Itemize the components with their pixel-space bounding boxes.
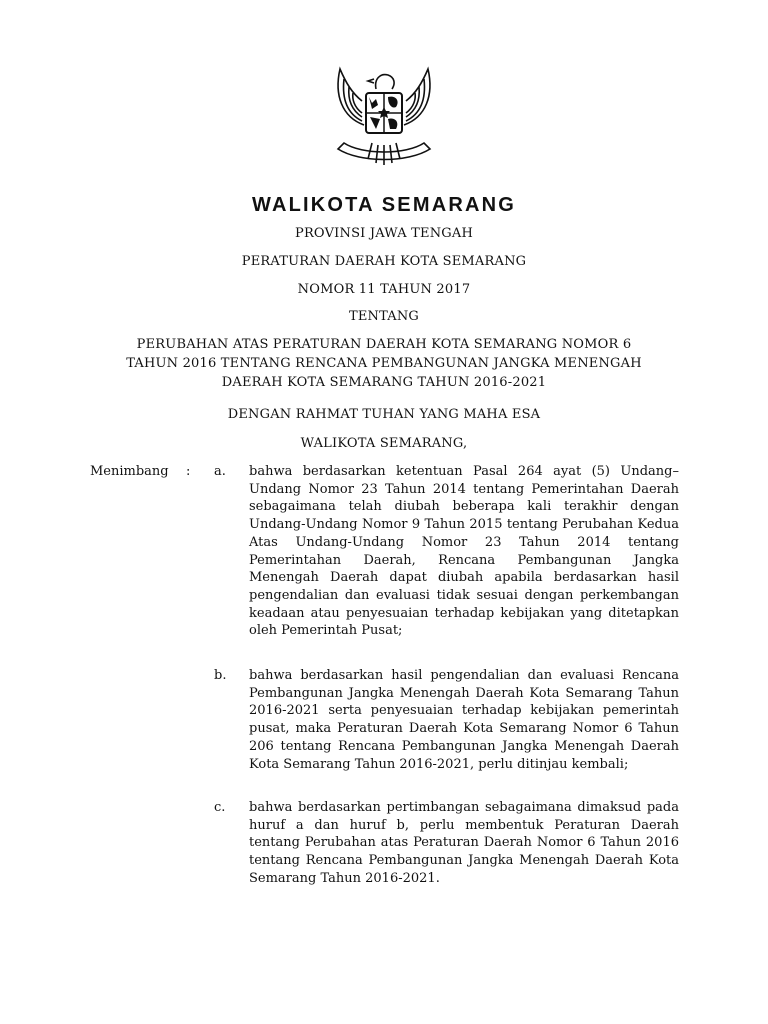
consideration-item-c: bahwa berdasarkan pertimbangan sebagaimana dimaksud pada huruf a dan huruf b, perlu membentuk Peraturan Daerah tentang Perubahan atas Peraturan Daerah Nomor 6 Tahun 2016 tentang Rencana Pembangunan Jangka Menengah Daerah Kota Semarang Tahun 2016-2021. [249,800,679,886]
garuda-emblem-icon [322,55,446,173]
regulation-type: PERATURAN DAERAH KOTA SEMARANG [241,254,527,269]
considerations-label: Menimbang [90,464,169,479]
regulation-number: NOMOR 11 TAHUN 2017 [297,282,471,297]
considerations-separator: : [186,464,191,479]
consideration-item-b: bahwa berdasarkan hasil pengendalian dan evaluasi Rencana Pembangunan Jangka Menengah Daerah Kota Semarang Tahun 2016-2021 serta penyesuaian terhadap kebijakan pemerintah pusat, maka Peraturan Daerah Kota Semarang Nomor 6 Tahun 206 tentang Rencana Pembangunan Jangka Menengah Daerah Kota Semarang Tahun 2016-2021, perlu ditinjau kembali; [249,668,679,772]
subject-line: TAHUN 2016 TENTANG RENCANA PEMBANGUNAN JANGKA MENENGAH [126,356,642,371]
regulation-subject [0,335,768,392]
consideration-item-a: bahwa berdasarkan ketentuan Pasal 264 ayat (5) Undang–Undang Nomor 23 Tahun 2014 tentang Pemerintahan Daerah sebagaimana telah diubah beberapa kali terakhir dengan Undang-Undang Nomor 9 Tahun 2015 tentang Perubahan Kedua Atas Undang-Undang Nomor 23 Tahun 2014 tentang Pemerintahan Daerah, Rencana Pembangunan Jangka Menengah Daerah dapat diubah apabila berdasarkan hasil pengendalian dan evaluasi tidak sesuai dengan perkembangan keadaan atau penyesuaian terhadap kebijakan yang ditetapkan oleh Pemerintah Pusat; [249,464,679,639]
invocation: DENGAN RAHMAT TUHAN YANG MAHA ESA [227,407,541,422]
document-title: WALIKOTA SEMARANG [251,194,517,216]
subject-line: PERUBAHAN ATAS PERATURAN DAERAH KOTA SEMARANG NOMOR 6 [136,337,632,352]
item-letter-c: c. [214,800,226,815]
issuer-line: WALIKOTA SEMARANG, [300,436,468,451]
about-label: TENTANG [348,309,420,324]
subject-line: DAERAH KOTA SEMARANG TAHUN 2016-2021 [221,375,547,390]
province-line: PROVINSI JAWA TENGAH [295,226,473,241]
item-letter-a: a. [214,464,226,479]
item-letter-b: b. [214,668,227,683]
